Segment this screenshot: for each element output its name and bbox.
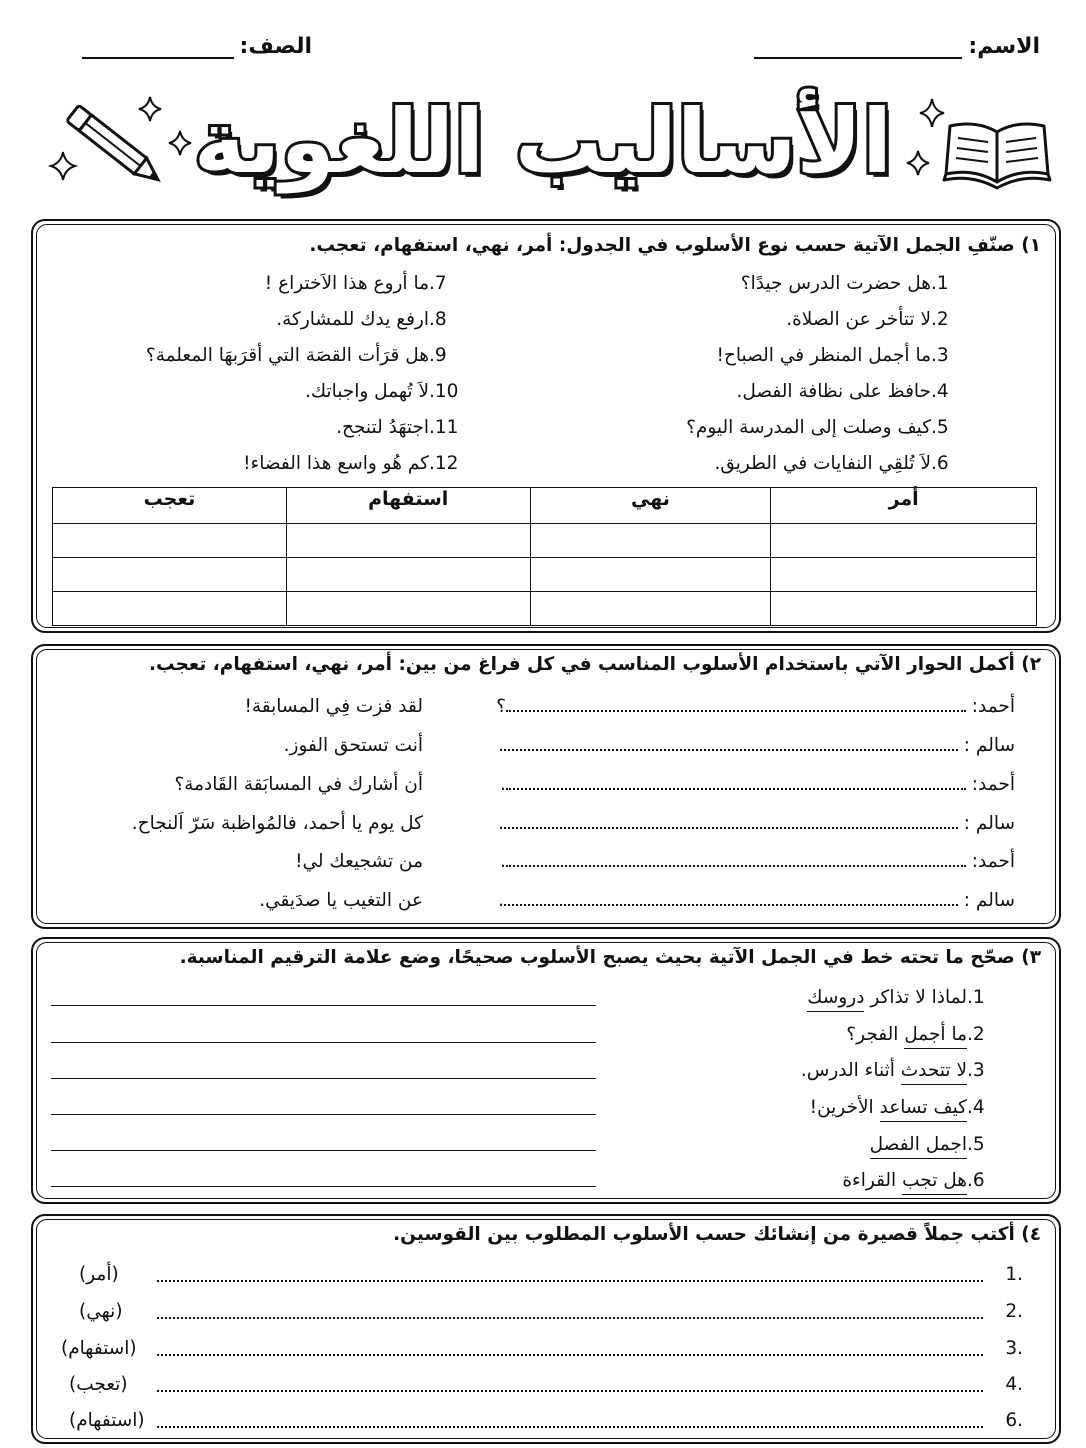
dialogue-line[interactable]: سالم : . xyxy=(498,813,1015,834)
underlined-text: كيف تساعد xyxy=(880,1097,967,1122)
table-header-istifham: استفهام xyxy=(286,488,530,524)
dialogue-line[interactable]: سالم : . xyxy=(498,735,1015,756)
list-item: 7.ما أروع هذا الاَختراع ! xyxy=(264,273,447,294)
classification-table xyxy=(52,487,1037,626)
answer-line[interactable] xyxy=(51,1078,596,1079)
answer-line[interactable] xyxy=(51,1186,596,1187)
list-item: 1.لماذا لا تذاكر دروسك xyxy=(807,987,1007,1008)
table-cell[interactable] xyxy=(530,524,771,558)
page-title: الأساليب اللغوية xyxy=(193,90,893,193)
answer-line[interactable] xyxy=(51,1150,596,1151)
speaker-name: أحمد: xyxy=(971,774,1015,795)
underlined-text: هل تجب xyxy=(902,1170,967,1195)
list-item: 5.اجمل الفصل xyxy=(870,1134,1007,1155)
question-1-box xyxy=(31,219,1061,633)
list-item: .1 xyxy=(1005,1264,1023,1285)
dialogue-line[interactable]: أحمد: ؟ xyxy=(496,696,1015,717)
class-blank[interactable] xyxy=(82,35,234,59)
question-4-box xyxy=(31,1214,1061,1444)
list-item: 12.كم هُو واسع هذا الفضاء! xyxy=(243,453,459,474)
list-item: 3.ما أجمل المنظر في الصباح! xyxy=(716,345,949,366)
question-3-title: ٣) صحّح ما تحته خط في الجمل الآتية بحيث يصبح الأسلوب صحيحًا، وضع علامة الترقيم المناسبة. xyxy=(179,947,1041,968)
answer-blank[interactable] xyxy=(504,741,958,751)
class-field[interactable] xyxy=(76,34,312,59)
list-item: 3.لا تتحدث أثناء الدرس. xyxy=(801,1060,1007,1081)
answer-line[interactable] xyxy=(51,1114,596,1115)
table-cell[interactable] xyxy=(53,592,287,626)
question-1-title: ١) صنّفِ الجمل الآتية حسب نوع الأسلوب في الجدول: أمر، نهي، استفهام، تعجب. xyxy=(309,235,1041,256)
dialogue-text: أنت تستحق الفوز. xyxy=(283,735,423,756)
list-item: 10.لاَ تُهمل واجباتك. xyxy=(304,381,459,402)
style-tag: (أمر) xyxy=(79,1264,119,1285)
table-header-nahy: نهي xyxy=(530,488,771,524)
dialogue-line[interactable]: أحمد: . xyxy=(500,774,1015,795)
table-row xyxy=(53,558,1037,592)
list-item: 11.اجتهَدُ لتنجح. xyxy=(336,417,459,438)
question-2-box xyxy=(31,644,1061,929)
list-item: .6 xyxy=(1005,1410,1023,1431)
list-item: .3 xyxy=(1005,1338,1023,1359)
table-cell[interactable] xyxy=(286,558,530,592)
sparkle-icon xyxy=(48,150,78,184)
table-cell[interactable] xyxy=(771,524,1037,558)
class-label: الصف: xyxy=(239,34,312,59)
answer-blank[interactable] xyxy=(157,1346,983,1356)
answer-blank[interactable] xyxy=(506,702,966,712)
list-item: .2 xyxy=(1005,1301,1023,1322)
question-2-title: ٢) أكمل الحوار الآتي باستخدام الأسلوب المناسب في كل فراغ من بين: أمر، نهي، استفهام، تعجب. xyxy=(148,654,1041,675)
answer-blank[interactable] xyxy=(504,819,958,829)
answer-line[interactable] xyxy=(51,1042,596,1043)
list-item: 2.ما أجمل الفجر؟ xyxy=(846,1024,1007,1045)
list-item: 8.ارفع يدك للمشاركة. xyxy=(276,309,447,330)
answer-blank[interactable] xyxy=(157,1418,983,1428)
sparkle-icon xyxy=(135,95,195,165)
style-tag: (نهي) xyxy=(79,1301,123,1322)
underlined-text: لا تتحدث xyxy=(901,1060,967,1085)
name-label: الاسم: xyxy=(968,34,1040,59)
dialogue-text: أن أشارك في المسابَقة القَادمة؟ xyxy=(174,774,423,795)
list-item: 4.حافظ على نظافة الفصل. xyxy=(736,381,949,402)
dialogue-line[interactable]: سالم : . xyxy=(498,890,1015,911)
list-item: 6.لاَ تُلقِي النفايات في الطريق. xyxy=(714,453,949,474)
underlined-text: دروسك xyxy=(807,987,864,1012)
underlined-text: اجمل الفصل xyxy=(870,1134,967,1159)
list-item: 2.لا تتأخر عن الصلاة. xyxy=(786,309,949,330)
dialogue-text: من تشجيعك لي! xyxy=(295,851,423,872)
list-item: 1.هل حضرت الدرس جيدًا؟ xyxy=(740,273,949,294)
list-item: 6.هل تجب القراءة xyxy=(842,1170,1007,1191)
answer-blank[interactable] xyxy=(506,857,966,867)
dialogue-text: لقد فزت فِي المسابقة! xyxy=(244,696,423,717)
table-cell[interactable] xyxy=(771,592,1037,626)
name-blank[interactable] xyxy=(754,35,962,59)
dialogue-text: كل يوم يا أحمد، فالمُواظبة سَرّ اَلنجاح. xyxy=(131,813,423,834)
table-header-taajjub: تعجب xyxy=(53,488,287,524)
table-header-amr: أمر xyxy=(771,488,1037,524)
table-row xyxy=(53,524,1037,558)
question-4-title: ٤) أكتب جملاً قصيرة من إنشائك حسب الأسلوب المطلوب بين القوسين. xyxy=(393,1224,1041,1245)
table-cell[interactable] xyxy=(53,524,287,558)
speaker-name: أحمد: xyxy=(971,851,1015,872)
speaker-name: أحمد: xyxy=(971,696,1015,717)
question-3-box xyxy=(31,937,1061,1204)
list-item: 4.كيف تساعد الأخرين! xyxy=(810,1097,1007,1118)
table-cell[interactable] xyxy=(53,558,287,592)
list-item: 5.كيف وصلت إلى المدرسة اليوم؟ xyxy=(686,417,949,438)
answer-blank[interactable] xyxy=(157,1382,983,1392)
table-cell[interactable] xyxy=(771,558,1037,592)
answer-line[interactable] xyxy=(51,1005,596,1006)
name-field[interactable] xyxy=(748,34,1040,59)
speaker-name: سالم : xyxy=(963,813,1015,834)
style-tag: (تعجب) xyxy=(69,1374,128,1395)
table-cell[interactable] xyxy=(530,558,771,592)
table-cell[interactable] xyxy=(286,592,530,626)
answer-blank[interactable] xyxy=(504,896,958,906)
list-item: 9.هل قرَأت القصَة التي أقرَبهَا المعلمة؟ xyxy=(145,345,447,366)
speaker-name: سالم : xyxy=(963,735,1015,756)
style-tag: (استفهام) xyxy=(69,1410,145,1431)
underlined-text: ما أجمل xyxy=(904,1024,967,1049)
dialogue-line[interactable]: أحمد: . xyxy=(500,851,1015,872)
table-cell[interactable] xyxy=(530,592,771,626)
dialogue-text: عن التغيب يا صدَيقي. xyxy=(259,890,423,911)
answer-blank[interactable] xyxy=(506,780,966,790)
speaker-name: سالم : xyxy=(963,890,1015,911)
style-tag: (استفهام) xyxy=(61,1338,137,1359)
table-row xyxy=(53,592,1037,626)
table-cell[interactable] xyxy=(286,524,530,558)
answer-blank[interactable] xyxy=(157,1309,983,1319)
answer-blank[interactable] xyxy=(157,1272,983,1282)
book-icon xyxy=(942,112,1052,192)
list-item: .4 xyxy=(1005,1374,1023,1395)
